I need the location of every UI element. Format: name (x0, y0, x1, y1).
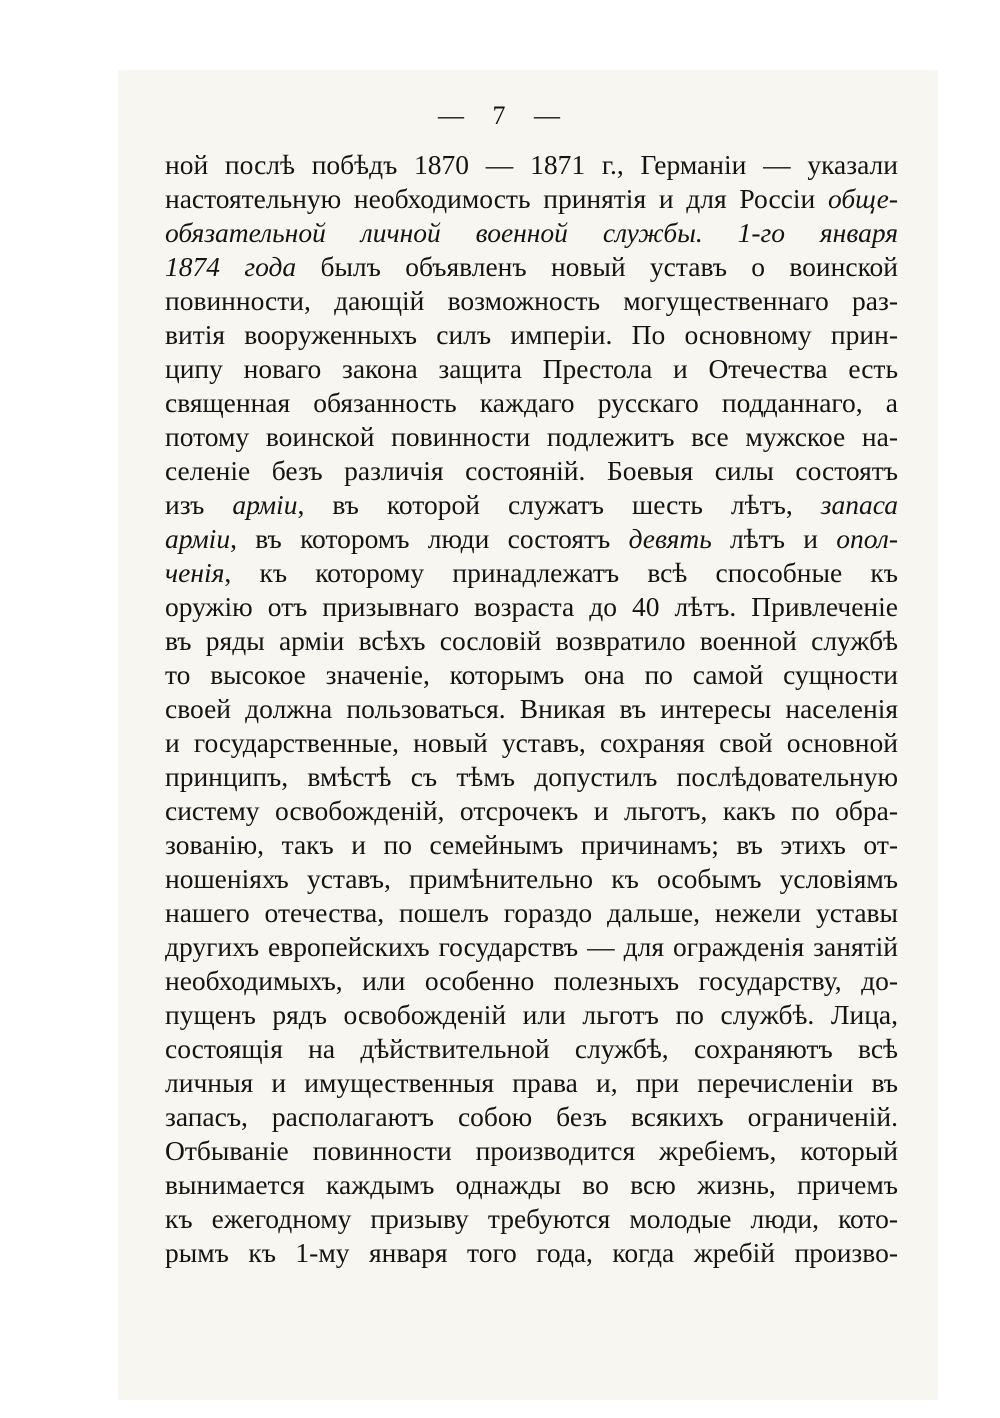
text-run: потому воинской повинности подлежитъ все мужское на- (165, 421, 898, 452)
page-number: 7 (492, 101, 508, 130)
text-line (165, 1202, 898, 1236)
text-line (165, 318, 898, 352)
text-line (165, 386, 898, 420)
text-line (165, 1236, 898, 1270)
page-number-dash-right: — (534, 101, 562, 130)
text-run: ной послѣ побѣдъ 1870 — 1871 г., Германіи — указали (165, 149, 898, 180)
text-run: ношеніяхъ уставъ, примѣнительно къ особымъ условіямъ (165, 863, 898, 894)
text-run: , въ которой служатъ шесть лѣтъ, (297, 489, 821, 520)
text-line (165, 1066, 898, 1100)
text-run: въ ряды арміи всѣхъ сословій возвратило военной службѣ (165, 625, 898, 656)
text-line (165, 182, 898, 216)
text-run: запасъ, располагаютъ собою безъ всякихъ ограниченій. (165, 1101, 898, 1132)
text-line (165, 420, 898, 454)
text-run: Отбываніе повинности производится жребіемъ, который (165, 1135, 898, 1166)
text-run: былъ объявленъ новый уставъ о воинской (296, 251, 899, 282)
text-line (165, 148, 898, 182)
text-line (165, 522, 898, 556)
text-run: пущенъ рядъ освобожденій или льготъ по службѣ. Лица, (165, 999, 898, 1030)
text-run: рымъ къ 1-му января того года, когда жребій произво- (165, 1237, 898, 1268)
text-run: то высокое значеніе, которымъ она по самой сущности (165, 659, 898, 690)
text-run: систему освобожденій, отсрочекъ и льготъ, какъ по обра- (165, 795, 898, 826)
text-run: принципъ, вмѣстѣ съ тѣмъ допустилъ послѣдовательную (165, 761, 898, 792)
body-text (165, 148, 898, 1270)
italic-run: ченія (165, 557, 225, 588)
text-line (165, 250, 898, 284)
page-number-dash-left: — (438, 101, 466, 130)
text-line (165, 964, 898, 998)
italic-run: девять (628, 523, 712, 554)
italic-run: 1874 года (165, 251, 297, 282)
page-number-header (0, 100, 1000, 132)
text-line (165, 930, 898, 964)
text-line (165, 760, 898, 794)
italic-run: запаса (820, 489, 898, 520)
text-line (165, 284, 898, 318)
text-run: селеніе безъ различія состояній. Боевыя силы состоятъ (165, 455, 898, 486)
text-run: священная обязанность каждаго русскаго подданнаго, а (165, 387, 898, 418)
text-line (165, 1100, 898, 1134)
text-run: нашего отечества, пошелъ гораздо дальше, нежели уставы (165, 897, 898, 928)
text-run: лѣтъ и (711, 523, 837, 554)
italic-run: обязательной личной военной службы. 1-го января (165, 217, 898, 248)
text-run: состоящія на дѣйствительной службѣ, сохраняютъ всѣ (165, 1033, 898, 1064)
text-line (165, 896, 898, 930)
text-run: , въ которомъ люди состоятъ (230, 523, 629, 554)
text-run: другихъ европейскихъ государствъ — для огражденія занятій (165, 931, 898, 962)
text-line (165, 488, 898, 522)
italic-run: опол- (836, 523, 898, 554)
text-run: изъ (165, 489, 233, 520)
text-line (165, 1032, 898, 1066)
text-run: личныя и имущественныя права и, при перечисленіи въ (165, 1067, 898, 1098)
text-run: настоятельную необходимость принятія и для Россіи (165, 183, 828, 214)
italic-run: арміи (165, 523, 231, 554)
text-run: витія вооруженныхъ силъ имперіи. По основному прин- (165, 319, 898, 350)
text-line (165, 352, 898, 386)
text-line (165, 828, 898, 862)
text-line (165, 726, 898, 760)
text-run: необходимыхъ, или особенно полезныхъ государству, до- (165, 965, 898, 996)
text-line (165, 556, 898, 590)
text-line (165, 862, 898, 896)
text-line (165, 998, 898, 1032)
text-line (165, 454, 898, 488)
text-run: , къ которому принадлежатъ всѣ способные къ (224, 557, 898, 588)
text-run: зованію, такъ и по семейнымъ причинамъ; въ этихъ от- (165, 829, 898, 860)
text-line (165, 1134, 898, 1168)
text-line (165, 1168, 898, 1202)
text-line (165, 658, 898, 692)
text-line (165, 692, 898, 726)
text-line (165, 624, 898, 658)
text-run: оружію отъ призывнаго возраста до 40 лѣтъ. Привлеченіе (165, 591, 898, 622)
text-run: и государственные, новый уставъ, сохраняя свой основной (165, 727, 898, 758)
text-run: къ ежегодному призыву требуются молодые люди, кото- (165, 1203, 898, 1234)
text-run: ципу новаго закона защита Престола и Отечества есть (165, 353, 898, 384)
text-line (165, 794, 898, 828)
text-run: вынимается каждымъ однажды во всю жизнь, причемъ (165, 1169, 898, 1200)
text-run: повинности, дающій возможность могущественнаго раз- (165, 285, 898, 316)
text-run: своей должна пользоваться. Вникая въ интересы населенія (165, 693, 898, 724)
italic-run: обще- (827, 183, 898, 214)
text-line (165, 590, 898, 624)
italic-run: арміи (232, 489, 298, 520)
text-line (165, 216, 898, 250)
